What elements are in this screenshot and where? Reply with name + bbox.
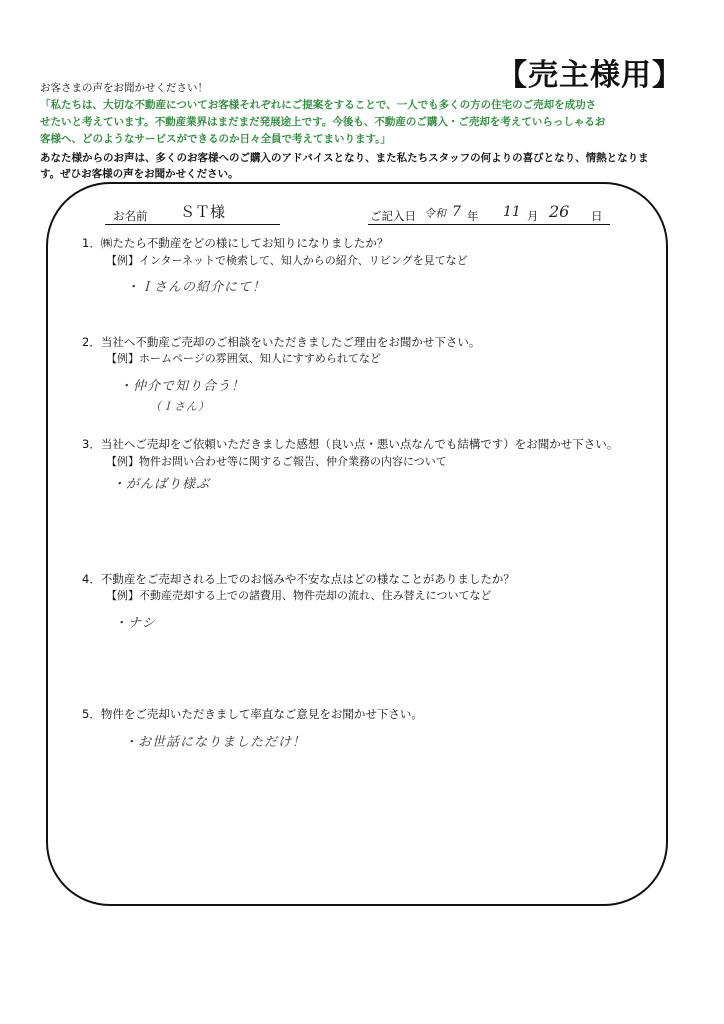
question-3-example: 【例】物件お問い合わせ等に関するご報告、仲介業務の内容について: [106, 455, 447, 468]
question-3: 3．当社へご売却をご依頼いただきました感想（良い点・悪い点なんでも結構です）をお聞かせ下さい。: [82, 437, 619, 451]
date-label: ご記入日: [370, 209, 416, 223]
answer-2: ・仲介で知り合う！: [119, 379, 246, 394]
date-year-label: 年: [467, 209, 479, 223]
answer-4: ・ナシ: [114, 616, 156, 631]
answer-3: ・がんばり様ぶ: [112, 477, 211, 492]
date-month-value: 11: [503, 204, 521, 220]
intro-message-line-1: 「私たちは、大切な不動産についてお客様それぞれにご提案をすることで、一人でも多くの方の住宅のご売却を成功さ: [40, 99, 597, 111]
answer-1: ・Ｉさんの紹介にて！: [126, 280, 267, 295]
question-4-example: 【例】不動産売却する上での諸費用、物件売却の流れ、住み替えについてなど: [106, 589, 492, 602]
intro-heading: お客さまの声をお聞かせください！: [40, 82, 208, 94]
date-day-label: 日: [591, 209, 603, 223]
question-5: 5．物件をご売却いただきまして率直なご意見をお聞かせ下さい。: [82, 707, 423, 721]
question-2: 2．当社へ不動産ご売却のご相談をいただきましたご理由をお聞かせ下さい。: [82, 335, 481, 349]
date-era: 令和: [424, 207, 446, 220]
date-month-label: 月: [527, 209, 539, 223]
name-label: お名前: [113, 209, 148, 223]
question-2-example: 【例】ホームページの雰囲気、知人にすすめられてなど: [106, 352, 381, 365]
name-underline: [105, 224, 280, 225]
intro-request-line-1: あなた様からのお声は、多くのお客様へのご購入のアドバイスとなり、また私たちスタッフの何よりの喜びとなり、情熱となりま: [40, 152, 649, 164]
date-day-value: 26: [549, 202, 570, 221]
name-value: ＳＴ様: [180, 203, 226, 221]
answer-5: ・お世話になりましただけ！: [124, 735, 307, 750]
question-4: 4．不動産をご売却される上でのお悩みや不安な点はどの様なことがありましたか？: [82, 572, 515, 586]
question-1: 1．㈱たたら不動産をどの様にしてお知りになりましたか？: [82, 236, 389, 250]
document-title: 【売主様用】: [497, 58, 683, 93]
answer-2-note: （Ｉさん）: [150, 400, 210, 413]
intro-message-line-2: せたいと考えています。不動産業界はまだまだ発展途上です。今後も、不動産のご購入・ご売却を考えていらっしゃるお: [40, 116, 606, 128]
intro-message-line-3: 客様へ、どのようなサービスができるのか日々全員で考えてまいります。」: [40, 133, 391, 145]
date-underline: [368, 224, 610, 225]
date-year-value: 7: [452, 204, 461, 220]
intro-request-line-2: す。ぜひお客様の声をお聞かせください。: [40, 168, 239, 180]
question-1-example: 【例】インターネットで検索して、知人からの紹介、リビングを見てなど: [106, 254, 468, 267]
